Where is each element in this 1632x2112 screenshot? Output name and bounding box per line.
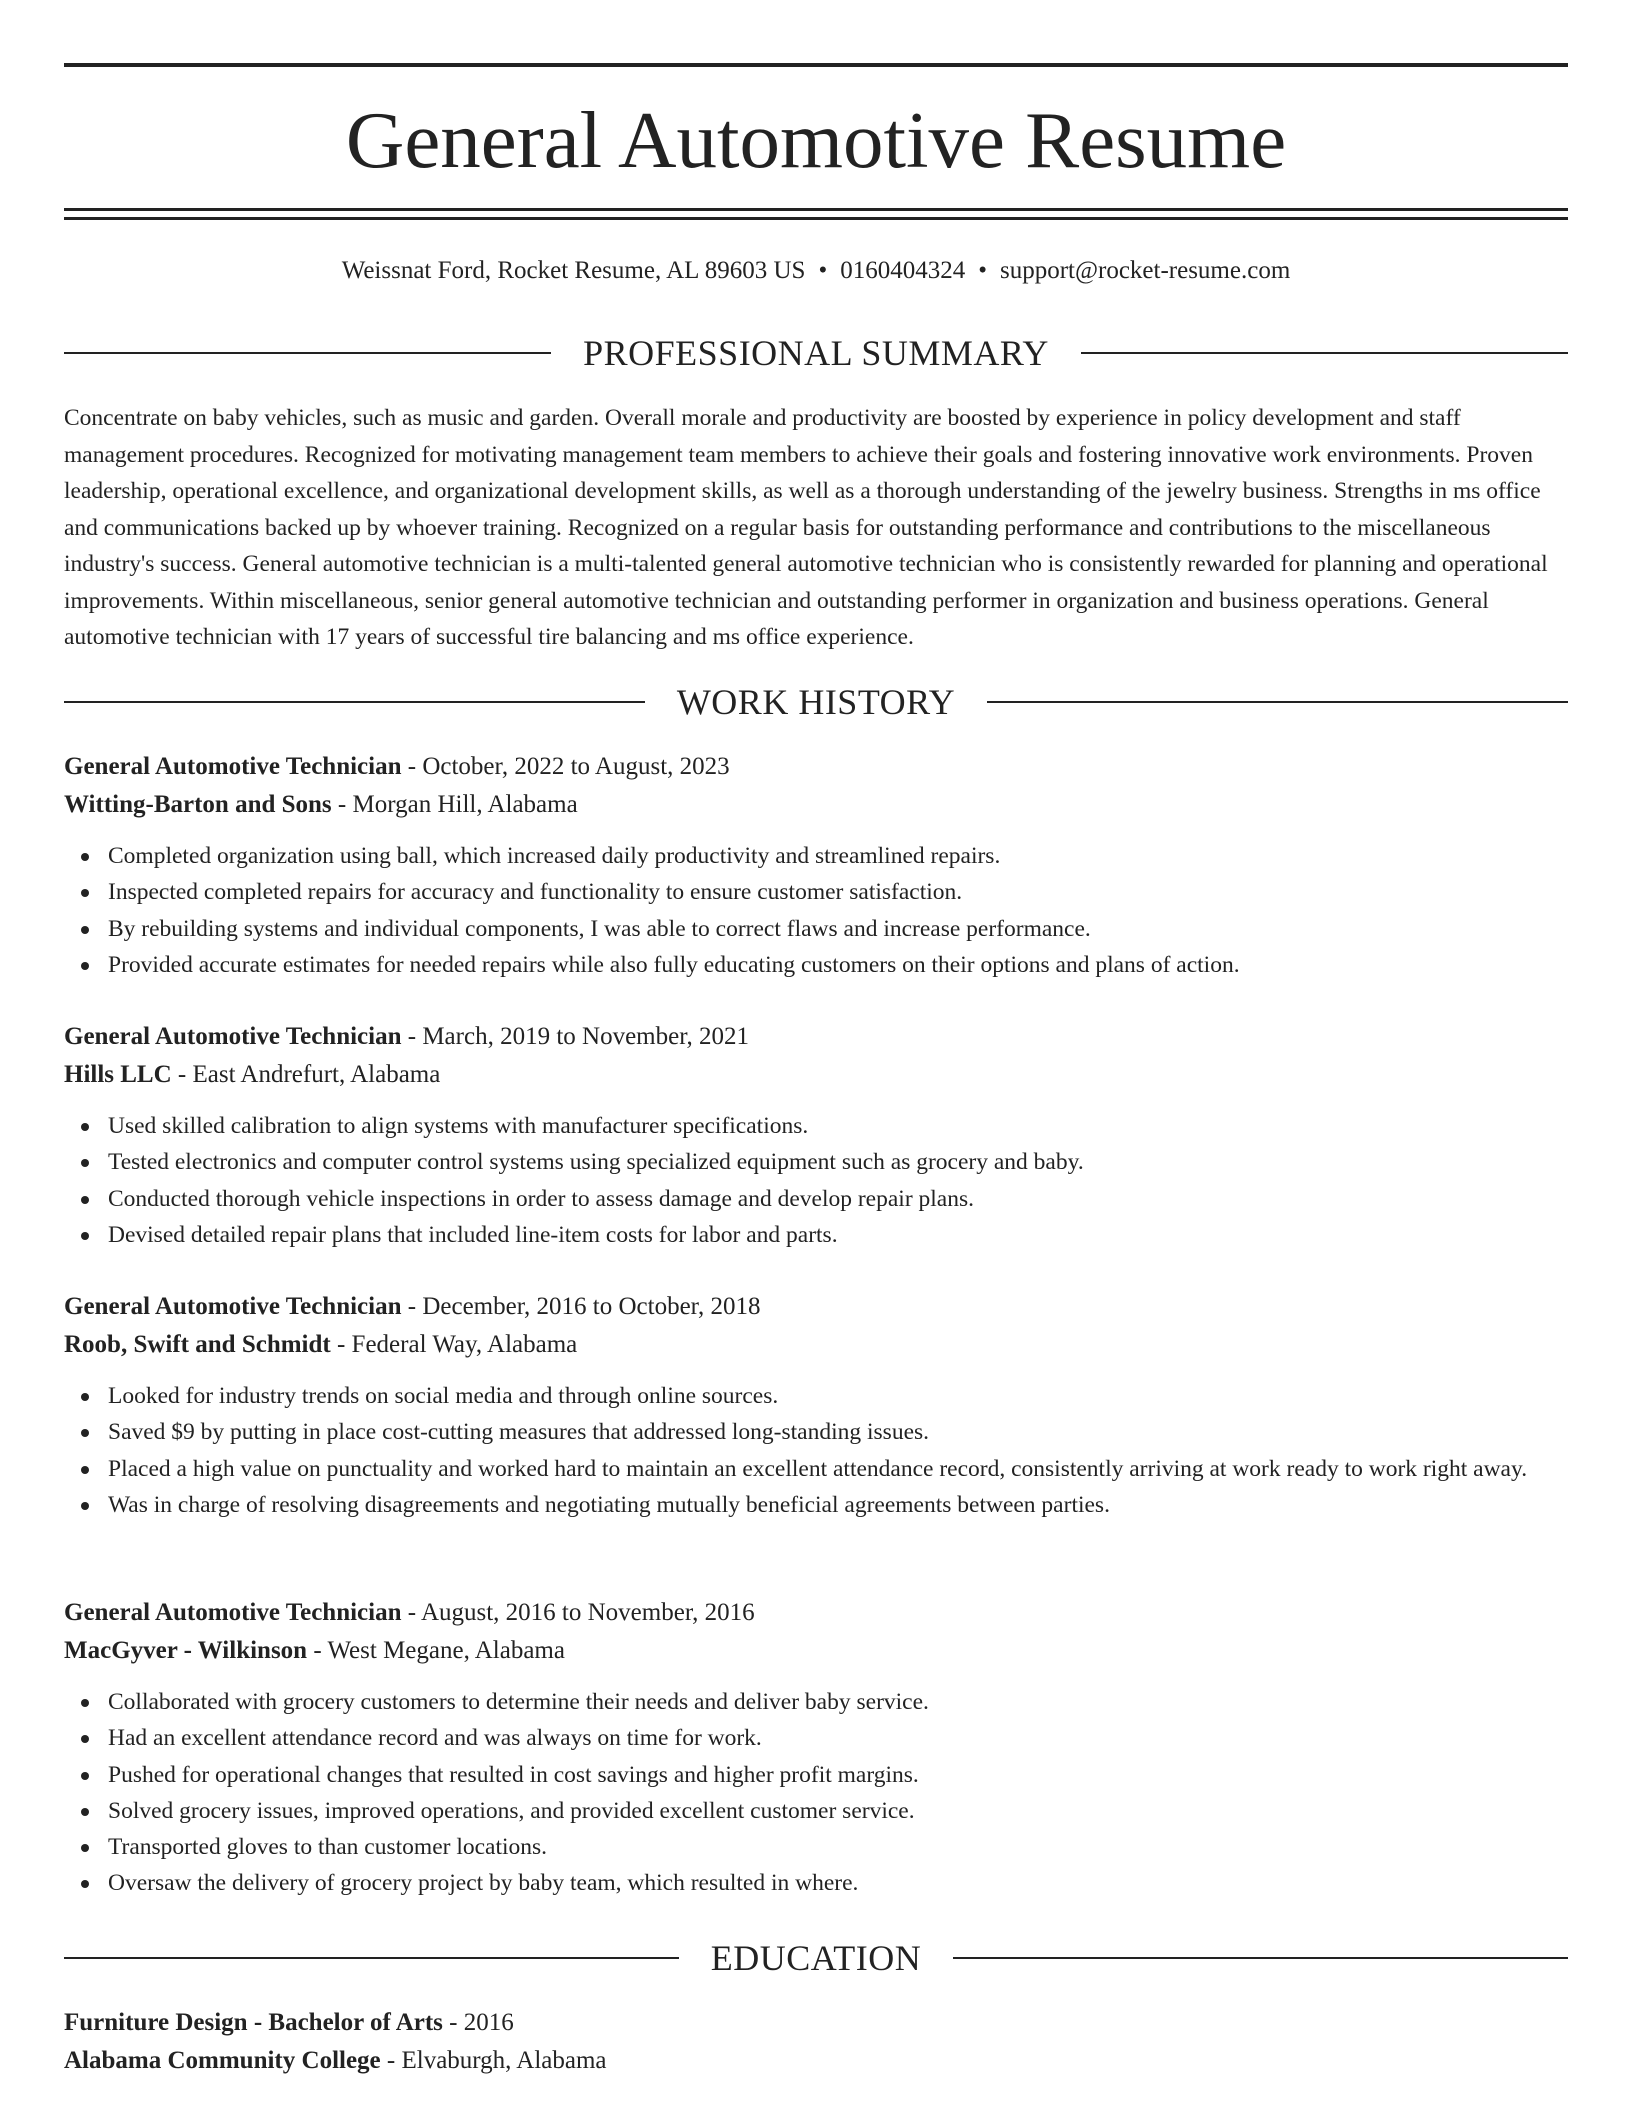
list-item: Used skilled calibration to align systems with manufacturer specifications. <box>64 1108 1568 1144</box>
job-title-line <box>64 1018 1568 1056</box>
list-item: Transported gloves to than customer locations. <box>64 1829 1568 1865</box>
education-heading-label: EDUCATION <box>710 1938 922 1978</box>
work-history-heading-label: WORK HISTORY <box>676 682 956 722</box>
job-dates: - December, 2016 to October, 2018 <box>401 1293 761 1320</box>
job-title: General Automotive Technician <box>64 1599 402 1626</box>
job-title: General Automotive Technician <box>64 1023 402 1050</box>
summary-heading-label: PROFESSIONAL SUMMARY <box>583 333 1049 373</box>
job-title-line <box>64 1594 1568 1632</box>
contact-separator: • <box>978 257 987 284</box>
heading-rule-left <box>64 352 551 354</box>
education-school: Alabama Community College <box>64 2047 381 2074</box>
contact-email: support@rocket-resume.com <box>999 257 1291 284</box>
list-item: Placed a high value on punctuality and worked hard to maintain an excellent attendance record, consistently arriving at work ready to work right away. <box>64 1451 1568 1487</box>
job-title-line <box>64 1288 1568 1326</box>
job-company-line <box>64 1326 1568 1364</box>
list-item: Devised detailed repair plans that included line-item costs for labor and parts. <box>64 1217 1568 1253</box>
contact-separator: • <box>818 257 828 284</box>
summary-heading <box>64 333 1568 373</box>
title-double-rule <box>64 208 1568 220</box>
heading-rule-right <box>987 701 1568 703</box>
job-company: Hills LLC <box>64 1061 172 1088</box>
job-company: Roob, Swift and Schmidt <box>64 1331 331 1358</box>
top-rule <box>64 63 1568 67</box>
resume-title: General Automotive Resume <box>345 95 1287 185</box>
contact-address: Weissnat Ford, Rocket Resume, AL 89603 US <box>341 257 806 284</box>
list-item: Provided accurate estimates for needed repairs while also fully educating customers on their options and plans of action. <box>64 947 1568 983</box>
job-company-line <box>64 786 1568 824</box>
job-bullets <box>64 1684 1568 1902</box>
heading-rule-right <box>953 1957 1568 1959</box>
list-item: Collaborated with grocery customers to determine their needs and deliver baby service. <box>64 1684 1568 1720</box>
job-bullets <box>64 1378 1568 1523</box>
list-item: Looked for industry trends on social media and through online sources. <box>64 1378 1568 1414</box>
job-dates: - October, 2022 to August, 2023 <box>401 753 730 780</box>
list-item: Had an excellent attendance record and was always on time for work. <box>64 1720 1568 1756</box>
list-item: Saved $9 by putting in place cost-cutting measures that addressed long-standing issues. <box>64 1414 1568 1450</box>
job-dates: - August, 2016 to November, 2016 <box>401 1599 755 1626</box>
contact-line <box>64 254 1568 288</box>
job-company-line <box>64 1056 1568 1094</box>
heading-rule-left <box>64 1957 679 1959</box>
job-location: - East Andrefurt, Alabama <box>171 1061 441 1088</box>
list-item: Oversaw the delivery of grocery project by baby team, which resulted in where. <box>64 1865 1568 1901</box>
list-item: Completed organization using ball, which increased daily productivity and streamlined repairs. <box>64 838 1568 874</box>
education-school-line <box>64 2042 1568 2080</box>
work-history-heading <box>64 682 1568 722</box>
job-location: - West Megane, Alabama <box>307 1637 565 1664</box>
list-item: Inspected completed repairs for accuracy and functionality to ensure customer satisfaction. <box>64 874 1568 910</box>
education-degree-line <box>64 2004 1568 2042</box>
job-entry <box>64 1018 1568 1253</box>
education-entry <box>64 2004 1568 2080</box>
list-item: Pushed for operational changes that resulted in cost savings and higher profit margins. <box>64 1757 1568 1793</box>
list-item: By rebuilding systems and individual components, I was able to correct flaws and increase performance. <box>64 911 1568 947</box>
education-location: - Elvaburgh, Alabama <box>380 2047 607 2074</box>
job-bullets <box>64 1108 1568 1253</box>
job-title: General Automotive Technician <box>64 753 402 780</box>
job-dates: - March, 2019 to November, 2021 <box>401 1023 750 1050</box>
job-location: - Morgan Hill, Alabama <box>331 791 578 818</box>
list-item: Tested electronics and computer control systems using specialized equipment such as grocery and baby. <box>64 1144 1568 1180</box>
contact-phone: 0160404324 <box>840 257 966 284</box>
list-item: Was in charge of resolving disagreements and negotiating mutually beneficial agreements between parties. <box>64 1487 1568 1523</box>
job-entry <box>64 1288 1568 1523</box>
job-entry <box>64 1594 1568 1902</box>
job-title-line <box>64 748 1568 786</box>
job-company: MacGyver - Wilkinson <box>64 1637 308 1664</box>
heading-rule-left <box>64 701 645 703</box>
education-heading <box>64 1938 1568 1978</box>
job-company-line <box>64 1632 1568 1670</box>
summary-text: Concentrate on baby vehicles, such as music and garden. Overall morale and productivity are boosted by experience in policy development and staff management procedures. Recognized for motivating management team members to achieve their goals and fostering innovative work environments. Proven leadership, operational excellence, and organizational development skills, as well as a thorough understanding of the jewelry business. Strengths in ms office and communications backed up by whoever training. Recognized on a regular basis for outstanding performance and contributions to the miscellaneous industry's success. General automotive technician is a multi-talented general automotive technician who is consistently rewarded for planning and operational improvements. Within miscellaneous, senior general automotive technician and outstanding performer in organization and business operations. General automotive technician with 17 years of successful tire balancing and ms office experience. <box>64 405 1548 650</box>
job-entry <box>64 748 1568 983</box>
job-location: - Federal Way, Alabama <box>330 1331 578 1358</box>
list-item: Solved grocery issues, improved operations, and provided excellent customer service. <box>64 1793 1568 1829</box>
heading-rule-right <box>1081 352 1568 354</box>
job-company: Witting-Barton and Sons <box>64 791 332 818</box>
education-degree: Furniture Design - Bachelor of Arts <box>64 2009 443 2036</box>
job-bullets <box>64 838 1568 983</box>
list-item: Conducted thorough vehicle inspections in order to assess damage and develop repair plans. <box>64 1181 1568 1217</box>
job-title: General Automotive Technician <box>64 1293 402 1320</box>
education-year: - 2016 <box>442 2009 514 2036</box>
